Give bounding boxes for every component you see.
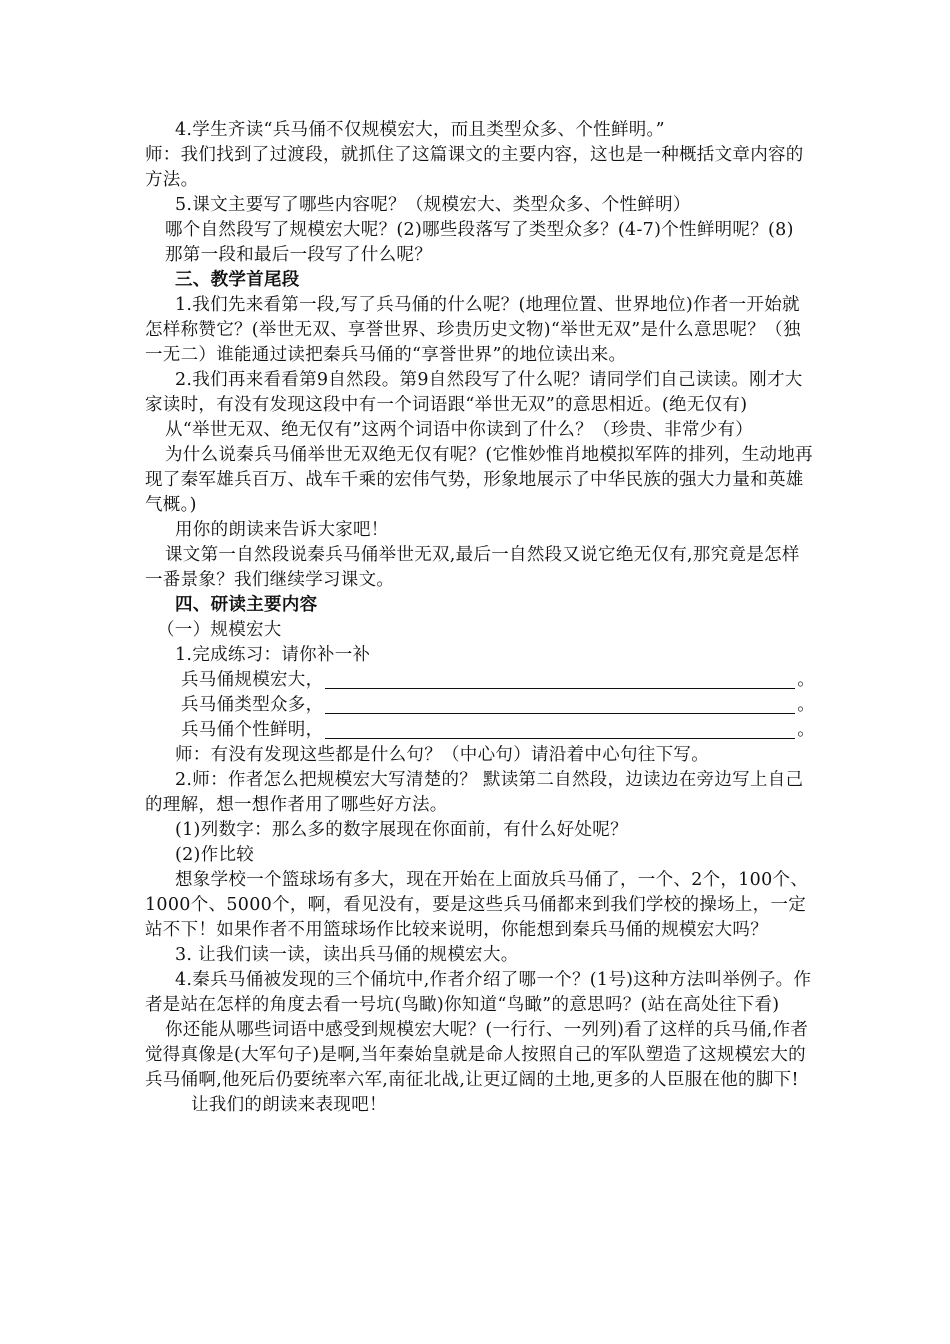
fill-blank-line[interactable] [325, 668, 795, 689]
fill-blank-line[interactable] [325, 718, 795, 739]
fill-blank-end: 。 [797, 670, 815, 690]
paragraph: 5.课文主要写了哪些内容呢？（规模宏大、类型众多、个性鲜明） [175, 195, 691, 215]
section-heading: 三、教学首尾段 [175, 270, 300, 290]
paragraph: (1)列数字：那么多的数字展现在你面前，有什么好处呢？ [175, 820, 628, 840]
fill-blank-row [145, 693, 815, 718]
fill-blank-line[interactable] [325, 693, 795, 714]
fill-blank-end: 。 [797, 720, 815, 740]
paragraph: 3. 让我们读一读，读出兵马俑的规模宏大。 [175, 945, 519, 965]
paragraph: 4.学生齐读“兵马俑不仅规模宏大，而且类型众多、个性鲜明。” [175, 120, 665, 140]
paragraph: 想象学校一个篮球场有多大，现在开始在上面放兵马俑了，一个、2个，100个、1000个、5000个，啊，看见没有，要是这些兵马俑都来到我们学校的操场上，一定站不下！如果作者不用篮球场作比较来说明，你能想到秦兵马俑的规模宏大吗？ [145, 870, 809, 940]
paragraph: 2.师：作者怎么把规模宏大写清楚的？ 默读第二自然段，边读边在旁边写上自己的理解，想一想作者用了哪些好方法。 [145, 770, 804, 815]
paragraph: 你还能从哪些词语中感受到规模宏大呢？(一行行、一列列)看了这样的兵马俑,作者觉得真像是(大军句子)是啊,当年秦始皇就是命人按照自己的军队塑造了这规模宏大的兵马俑啊,他死后仍要统率六军,南征北战,让更辽阔的土地,更多的人臣服在他的脚下! [145, 1020, 809, 1090]
fill-blank-label: 兵马俑个性鲜明， [181, 720, 324, 740]
fill-blank-end: 。 [797, 695, 815, 715]
paragraph: 4.秦兵马俑被发现的三个俑坑中,作者介绍了哪一个？(1号)这种方法叫举例子。作者是站在怎样的角度去看一号坑(鸟瞰)你知道“鸟瞰”的意思吗？(站在高处往下看) [145, 970, 812, 1015]
fill-blank-row [145, 668, 815, 693]
fill-blank-label: 兵马俑规模宏大， [181, 670, 324, 690]
fill-blank-label: 兵马俑类型众多， [181, 695, 324, 715]
paragraph: 用你的朗读来告诉大家吧！ [175, 520, 389, 540]
paragraph: 1.我们先来看第一段,写了兵马俑的什么呢？(地理位置、世界地位)作者一开始就怎样称赞它？(举世无双、享誉世界、珍贵历史文物)“举世无双”是什么意思呢？（独一无二）谁能通过读把秦兵马俑的“享誉世界”的地位读出来。 [145, 295, 801, 365]
paragraph: 哪个自然段写了规模宏大呢？(2)哪些段落写了类型众多？(4-7)个性鲜明呢？(8) [165, 220, 794, 240]
paragraph: 课文第一自然段说秦兵马俑举世无双,最后一自然段又说它绝无仅有,那究竟是怎样一番景象？我们继续学习课文。 [145, 545, 800, 590]
fill-blank-row [145, 718, 815, 743]
paragraph: 从“举世无双、绝无仅有”这两个词语中你读到了什么？（珍贵、非常少有） [165, 420, 754, 440]
paragraph: 为什么说秦兵马俑举世无双绝无仅有呢？(它惟妙惟肖地模拟军阵的排列，生动地再现了秦军雄兵百万、战车千乘的宏伟气势，形象地展示了中华民族的强大力量和英雄气概。) [145, 445, 813, 515]
paragraph: 师：有没有发现这些都是什么句？（中心句）请沿着中心句往下写。 [175, 745, 709, 765]
paragraph: 让我们的朗读来表现吧！ [191, 1095, 387, 1115]
paragraph: 2.我们再来看看第9自然段。第9自然段写了什么呢？请同学们自己读读。刚才大家读时，有没有发现这段中有一个词语跟“举世无双”的意思相近。(绝无仅有) [145, 370, 803, 415]
document-page [145, 118, 815, 1118]
paragraph: 那第一段和最后一段写了什么呢？ [165, 245, 432, 265]
paragraph: (2)作比较 [175, 845, 255, 865]
section-heading: 四、研读主要内容 [175, 595, 318, 615]
sub-heading: （一）规模宏大 [157, 620, 282, 640]
paragraph: 师：我们找到了过渡段，就抓住了这篇课文的主要内容，这也是一种概括文章内容的方法。 [145, 145, 804, 190]
paragraph: 1.完成练习：请你补一补 [175, 645, 371, 665]
